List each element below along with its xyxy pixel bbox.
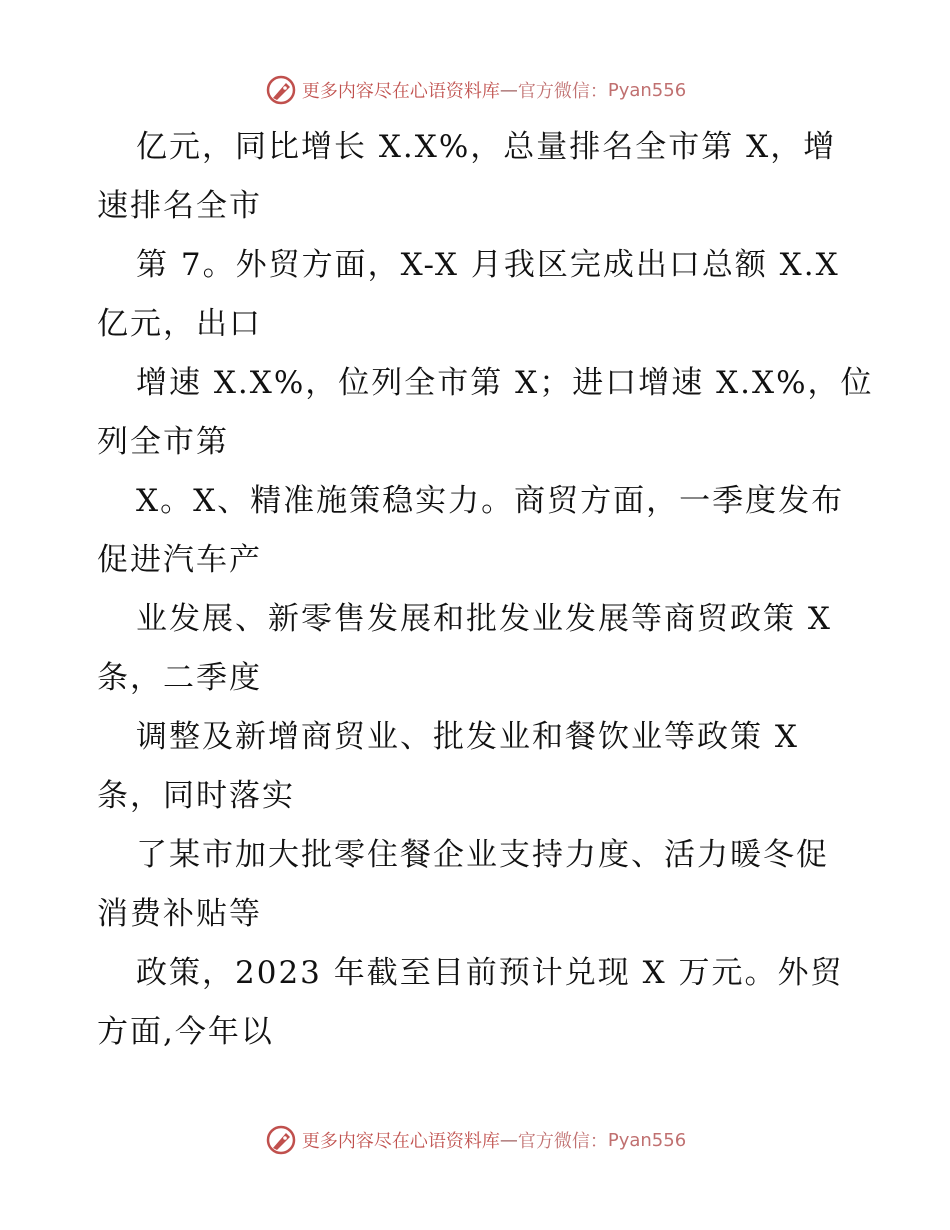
- paragraph-line: X。X、精准施策稳实力。商贸方面，一季度发布: [136, 483, 845, 519]
- paragraph-line: 亿元，出口: [97, 306, 262, 342]
- watermark-account: Pyan556: [607, 1129, 687, 1151]
- paragraph: [97, 826, 857, 944]
- paragraph-line: 方面,今年以: [97, 1014, 274, 1050]
- paragraph: [97, 354, 874, 472]
- document-body: [97, 118, 874, 1062]
- paragraph-line: 业发展、新零售发展和批发业发展等商贸政策 X: [136, 601, 832, 637]
- paragraph: [97, 708, 857, 826]
- header-watermark: [0, 70, 950, 110]
- watermark-label: 官方微信：: [517, 81, 608, 102]
- watermark-prefix: 更多内容尽在心语资料库: [301, 1131, 500, 1152]
- watermark-account: Pyan556: [607, 79, 687, 101]
- footer-watermark: [0, 1120, 950, 1160]
- paragraph-line: 消费补贴等: [97, 896, 262, 932]
- paragraph: [97, 590, 857, 708]
- paragraph: [97, 944, 857, 1062]
- paragraph: [97, 118, 857, 236]
- paragraph-line: 条，同时落实: [97, 778, 295, 814]
- watermark-label: 官方微信：: [517, 1131, 608, 1152]
- paragraph-line: 条，二季度: [97, 660, 262, 696]
- pen-nib-circle-icon: [264, 73, 298, 107]
- watermark-separator: —: [499, 1129, 518, 1151]
- paragraph-line: 亿元，同比增长 X.X%，总量排名全市第 X，增: [136, 129, 837, 165]
- paragraph-line: 了某市加大批零住餐企业支持力度、活力暖冬促: [136, 837, 829, 873]
- paragraph-line: 速排名全市: [97, 188, 262, 224]
- pen-nib-circle-icon: [264, 1123, 298, 1157]
- paragraph-line: 促进汽车产: [97, 542, 262, 578]
- paragraph-line: 第 7。外贸方面，X-X 月我区完成出口总额 X.X: [136, 247, 840, 283]
- paragraph-line: 增速 X.X%，位列全市第 X；进口增速 X.X%，位: [136, 365, 874, 401]
- paragraph: [97, 236, 857, 354]
- paragraph-line: 列全市第: [97, 424, 229, 460]
- paragraph-line: 政策，2023 年截至目前预计兑现 X 万元。外贸: [136, 955, 844, 991]
- watermark-prefix: 更多内容尽在心语资料库: [301, 81, 500, 102]
- paragraph-line: 调整及新增商贸业、批发业和餐饮业等政策 X: [136, 719, 799, 755]
- watermark-separator: —: [499, 79, 518, 101]
- paragraph: [97, 472, 857, 590]
